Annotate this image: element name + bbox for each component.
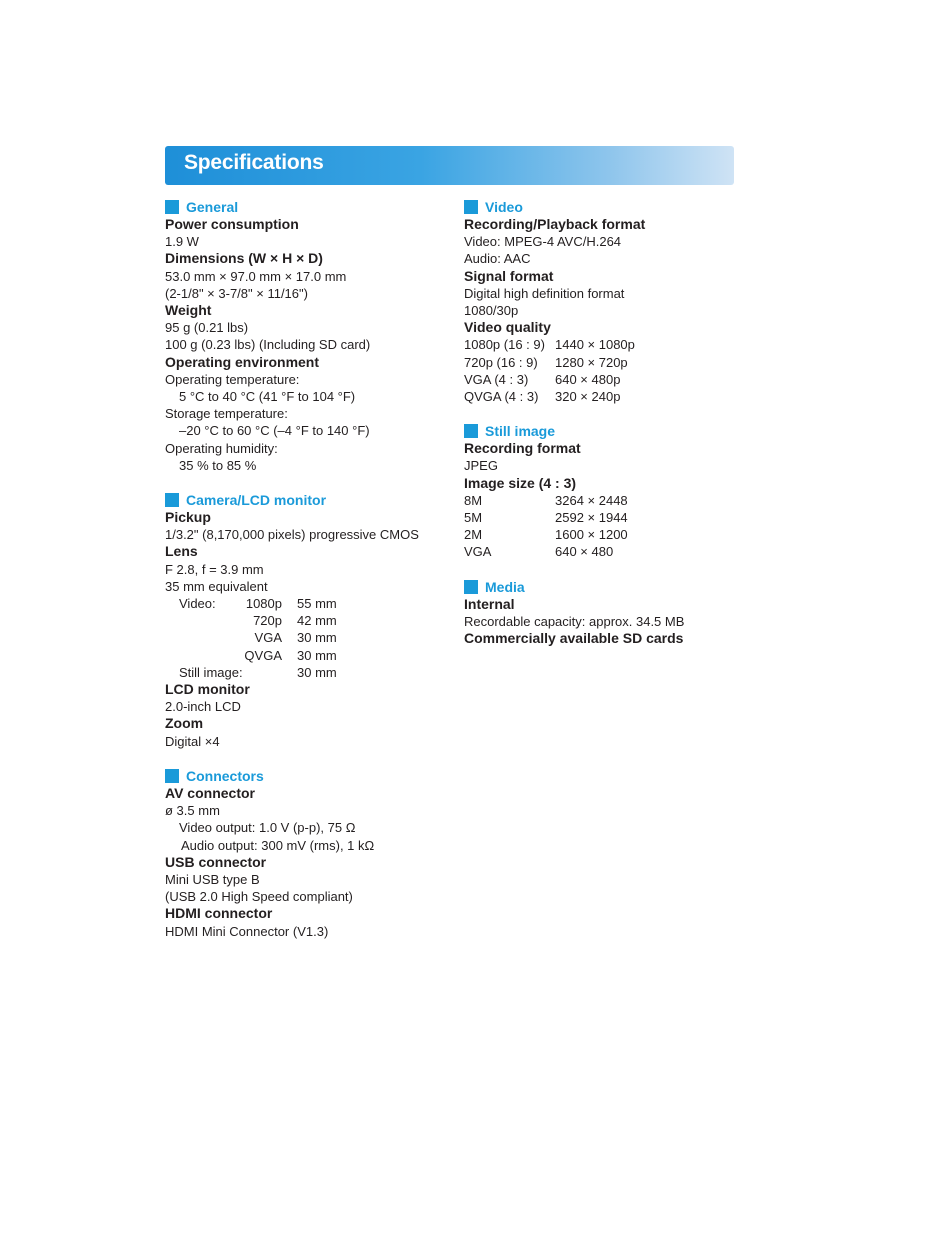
av-video-output: Video output: 1.0 V (p-p), 75 Ω	[179, 820, 356, 836]
pickup-value: 1/3.2" (8,170,000 pixels) progressive CMOS	[165, 527, 419, 543]
square-bullet-icon	[464, 424, 478, 438]
section-general-heading: General	[165, 198, 445, 216]
recording-playback-format-label: Recording/Playback format	[464, 216, 646, 232]
dimensions-imperial: (2-1/8" × 3-7/8" × 11/16")	[165, 285, 308, 301]
video-quality-label: Video quality	[464, 319, 551, 336]
square-bullet-icon	[165, 200, 179, 214]
signal-format-rate: 1080/30p	[464, 303, 519, 319]
lens-row: Video: 1080p 55 mm	[179, 596, 337, 612]
power-consumption-value: 1.9 W	[165, 234, 199, 250]
video-codec-value: Video: MPEG-4 AVC/H.264	[464, 234, 622, 250]
lcd-monitor-label: LCD monitor	[165, 681, 250, 698]
image-size-row: VGA 640 × 480	[464, 544, 614, 560]
usb-connector-type: Mini USB type B	[165, 871, 260, 887]
dimensions-metric: 53.0 mm × 97.0 mm × 17.0 mm	[165, 268, 347, 284]
internal-label: Internal	[464, 595, 515, 612]
image-size-row: 2M 1600 × 1200	[464, 527, 628, 543]
lcd-monitor-value: 2.0-inch LCD	[165, 699, 241, 715]
internal-capacity-value: Recordable capacity: approx. 34.5 MB	[464, 613, 685, 629]
zoom-label: Zoom	[165, 715, 204, 732]
specifications-banner	[165, 146, 734, 185]
storage-temperature-label: Storage temperature:	[165, 406, 288, 422]
signal-format-value: Digital high definition format	[464, 285, 625, 301]
operating-humidity-value: 35 % to 85 %	[179, 457, 257, 473]
weight-with-card-value: 100 g (0.23 lbs) (Including SD card)	[165, 337, 371, 353]
video-quality-row: QVGA (4 : 3) 320 × 240p	[464, 389, 621, 405]
video-quality-row: VGA (4 : 3) 640 × 480p	[464, 371, 621, 387]
zoom-value: Digital ×4	[165, 733, 220, 749]
section-video-heading: Video	[464, 198, 744, 216]
operating-temperature-label: Operating temperature:	[165, 371, 300, 387]
dimensions-label: Dimensions (W × H × D)	[165, 250, 323, 267]
image-size-row: 5M 2592 × 1944	[464, 510, 628, 526]
lens-label: Lens	[165, 543, 198, 560]
section-still-image-heading: Still image	[464, 422, 744, 440]
pickup-label: Pickup	[165, 509, 211, 526]
section-media-heading: Media	[464, 578, 744, 596]
page-title: Specifications	[184, 151, 324, 174]
operating-environment-label: Operating environment	[165, 353, 320, 370]
hdmi-connector-label: HDMI connector	[165, 905, 273, 922]
section-connectors-heading: Connectors	[165, 767, 445, 785]
hdmi-connector-value: HDMI Mini Connector (V1.3)	[165, 923, 329, 939]
recording-format-value: JPEG	[464, 458, 498, 474]
lens-row: QVGA 30 mm	[244, 647, 337, 663]
image-size-label: Image size (4 : 3)	[464, 474, 577, 491]
av-connector-label: AV connector	[165, 784, 255, 801]
right-column	[464, 198, 744, 647]
av-audio-output: Audio output: 300 mV (rms), 1 kΩ	[181, 837, 375, 853]
power-consumption-label: Power consumption	[165, 216, 299, 232]
sd-cards-label: Commercially available SD cards	[464, 630, 684, 647]
lens-aperture-value: F 2.8, f = 3.9 mm	[165, 561, 264, 577]
usb-connector-compliance: (USB 2.0 High Speed compliant)	[165, 889, 353, 905]
square-bullet-icon	[464, 200, 478, 214]
operating-temperature-value: 5 °C to 40 °C (41 °F to 104 °F)	[179, 389, 356, 405]
audio-codec-value: Audio: AAC	[464, 251, 531, 267]
storage-temperature-value: –20 °C to 60 °C (–4 °F to 140 °F)	[179, 423, 370, 439]
signal-format-label: Signal format	[464, 267, 554, 284]
av-connector-size: ø 3.5 mm	[165, 803, 220, 819]
square-bullet-icon	[165, 493, 179, 507]
lens-row: VGA 30 mm	[254, 630, 337, 646]
usb-connector-label: USB connector	[165, 853, 267, 870]
recording-format-label: Recording format	[464, 440, 581, 457]
left-column	[165, 198, 445, 940]
weight-value: 95 g (0.21 lbs)	[165, 320, 249, 336]
lens-equivalent-label: 35 mm equivalent	[165, 578, 268, 594]
image-size-row: 8M 3264 × 2448	[464, 492, 628, 508]
weight-label: Weight	[165, 302, 212, 319]
section-camera-heading: Camera/LCD monitor	[165, 491, 445, 509]
video-quality-row: 1080p (16 : 9) 1440 × 1080p	[464, 337, 635, 353]
lens-row: Still image: 30 mm	[179, 664, 337, 680]
lens-row: 720p 42 mm	[253, 613, 337, 629]
square-bullet-icon	[165, 769, 179, 783]
video-quality-row: 720p (16 : 9) 1280 × 720p	[464, 354, 628, 370]
operating-humidity-label: Operating humidity:	[165, 440, 278, 456]
square-bullet-icon	[464, 580, 478, 594]
